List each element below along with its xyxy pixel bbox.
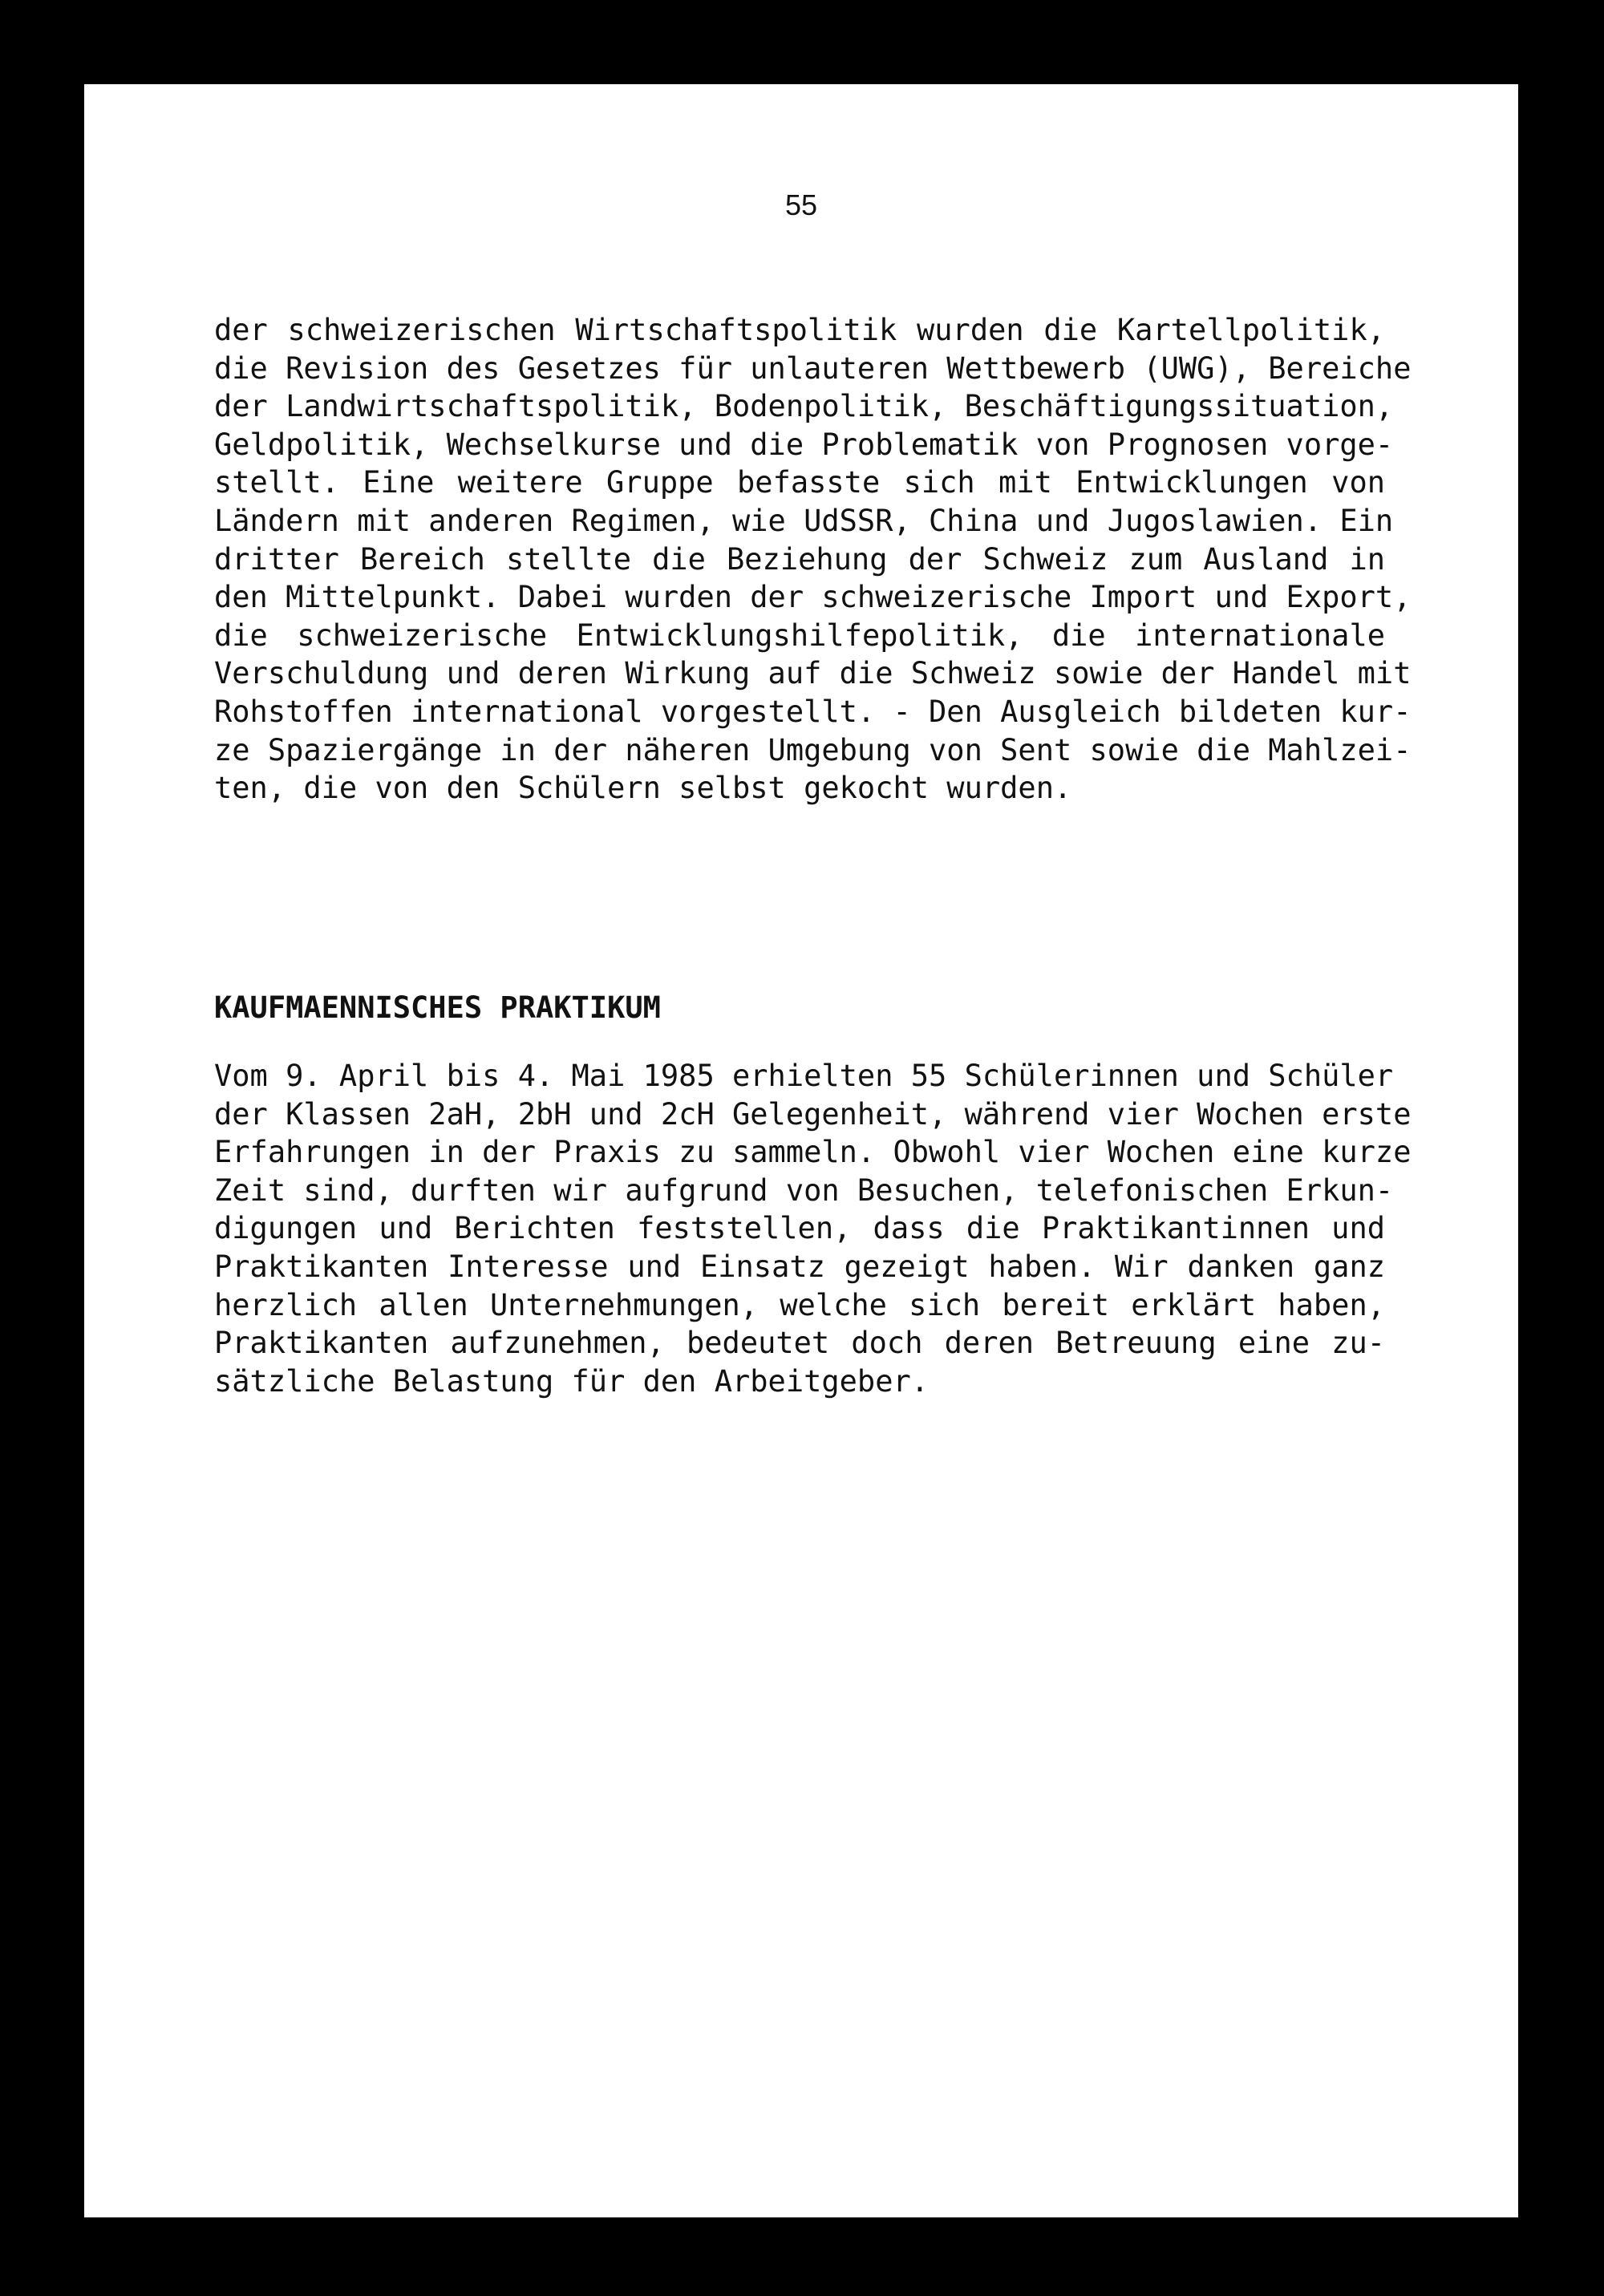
page-number: 55 bbox=[784, 188, 818, 221]
paragraph-line: ten, die von den Schülern selbst gekocht wurden. bbox=[214, 771, 1072, 806]
paragraph-line: digungen und Berichten feststellen, dass die Praktikantinnen und bbox=[214, 1211, 1385, 1246]
paragraph-line: dritter Bereich stellte die Beziehung der Schweiz zum Ausland in bbox=[214, 541, 1385, 577]
paragraph-line: den Mittelpunkt. Dabei wurden der schweizerische Import und Export, bbox=[214, 580, 1412, 615]
paragraph-line: Vom 9. April bis 4. Mai 1985 erhielten 55 Schülerinnen und Schüler bbox=[214, 1059, 1394, 1093]
paragraph-economics bbox=[214, 311, 1412, 808]
paragraph-line: Geldpolitik, Wechselkurse und die Problematik von Prognosen vorge- bbox=[214, 427, 1394, 462]
paragraph-line: Erfahrungen in der Praxis zu sammeln. Obwohl vier Wochen eine kurze bbox=[214, 1135, 1412, 1170]
paragraph-line: stellt. Eine weitere Gruppe befasste sich mit Entwicklungen von bbox=[214, 465, 1385, 500]
paragraph-line: der Landwirtschaftspolitik, Bodenpolitik, Beschäftigungssituation, bbox=[214, 389, 1394, 424]
paragraph-line: der Klassen 2aH, 2bH und 2cH Gelegenheit, während vier Wochen erste bbox=[214, 1096, 1412, 1132]
paragraph-line: sätzliche Belastung für den Arbeitgeber. bbox=[214, 1363, 930, 1399]
paragraph-line: Praktikanten aufzunehmen, bedeutet doch deren Betreuung eine zu- bbox=[214, 1326, 1385, 1361]
document-page bbox=[84, 84, 1518, 2217]
paragraph-line: Rohstoffen international vorgestellt. - Den Ausgleich bildeten kur- bbox=[214, 694, 1412, 729]
paragraph-internship bbox=[214, 1057, 1412, 1400]
section-heading: KAUFMAENNISCHES PRAKTIKUM bbox=[214, 990, 661, 1025]
paragraph-line: herzlich allen Unternehmungen, welche sich bereit erklärt haben, bbox=[214, 1287, 1385, 1322]
paragraph-line: Praktikanten Interesse und Einsatz gezeigt haben. Wir danken ganz bbox=[214, 1249, 1385, 1284]
paragraph-line: die schweizerische Entwicklungshilfepolitik, die internationale bbox=[214, 618, 1385, 653]
paragraph-line: Verschuldung und deren Wirkung auf die Schweiz sowie der Handel mit bbox=[214, 656, 1412, 691]
paragraph-line: die Revision des Gesetzes für unlauteren Wettbewerb (UWG), Bereiche bbox=[214, 350, 1412, 386]
paragraph-line: Zeit sind, durften wir aufgrund von Besuchen, telefonischen Erkun- bbox=[214, 1172, 1394, 1208]
paragraph-line: Ländern mit anderen Regimen, wie UdSSR, China und Jugoslawien. Ein bbox=[214, 503, 1394, 538]
paragraph-line: der schweizerischen Wirtschaftspolitik wurden die Kartellpolitik, bbox=[214, 313, 1385, 347]
paragraph-line: ze Spaziergänge in der näheren Umgebung von Sent sowie die Mahlzei- bbox=[214, 732, 1412, 767]
